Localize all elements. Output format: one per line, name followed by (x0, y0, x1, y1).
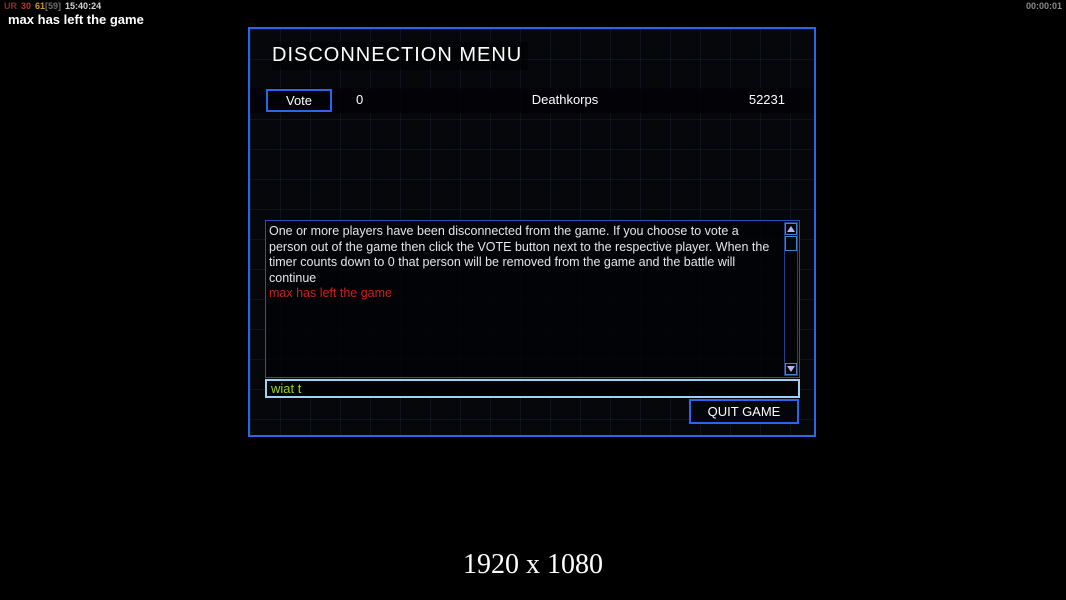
chat-input[interactable] (265, 379, 800, 398)
scroll-thumb[interactable] (785, 236, 797, 251)
scrollbar[interactable] (784, 222, 798, 376)
player-left-text: max has left the game (269, 286, 392, 301)
vote-row (250, 88, 814, 113)
resolution-label: 1920 x 1080 (463, 549, 603, 580)
player-name: Deathkorps (531, 92, 599, 107)
scroll-down-button[interactable] (785, 363, 797, 375)
message-text (269, 224, 780, 302)
message-box (265, 220, 800, 378)
disconnection-menu-panel (248, 27, 816, 437)
vote-countdown: 0 (356, 92, 364, 107)
event-message: max has left the game (8, 12, 144, 27)
clock-text: 15:40:24 (65, 1, 102, 11)
scroll-up-button[interactable] (785, 223, 797, 235)
debug-stats (4, 1, 101, 11)
arrow-up-icon (787, 226, 795, 232)
quit-game-button[interactable]: QUIT GAME (689, 399, 799, 424)
vote-button[interactable]: Vote (266, 89, 332, 112)
stat-segment: 61 (35, 1, 46, 11)
match-timer: 00:00:01 (1025, 1, 1062, 11)
player-score: 52231 (748, 92, 785, 107)
stat-segment: [59] (45, 1, 62, 11)
info-text: One or more players have been disconnected from the game. If you choose to vote a person out of the game then click the VOTE button next to the respective player. When the timer counts down to 0 that person will be removed from the game and the battle will continue (269, 224, 770, 285)
stat-segment: 30 (21, 1, 32, 11)
arrow-down-icon (787, 366, 795, 372)
panel-title: DISCONNECTION MENU (272, 42, 528, 70)
stat-segment: UR (4, 1, 17, 11)
